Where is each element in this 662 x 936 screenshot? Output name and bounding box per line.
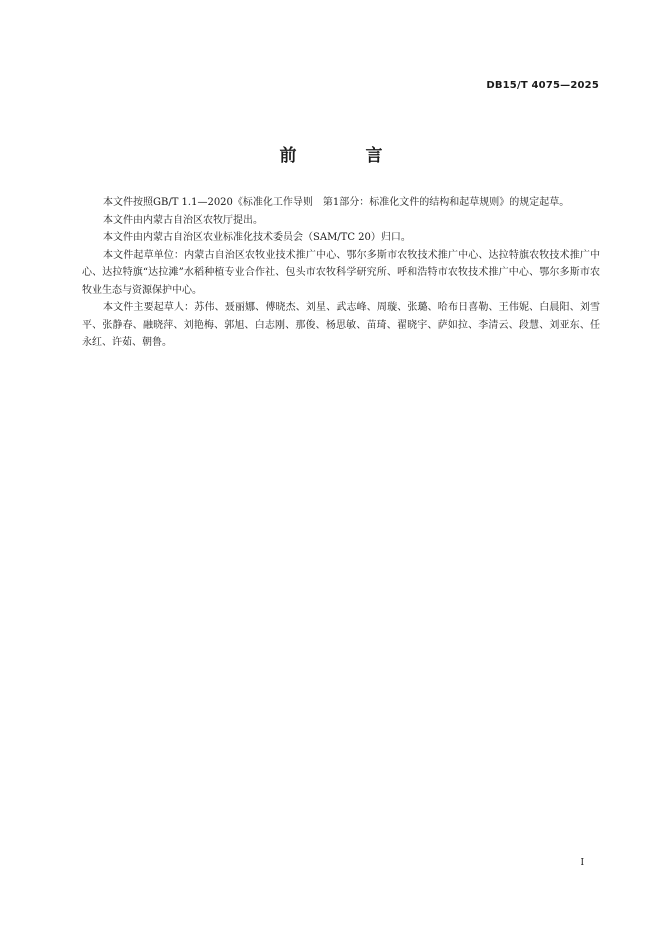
paragraph-drafting-rules: 本文件按照GB/T 1.1—2020《标准化工作导则 第1部分：标准化文件的结构和起草规则》的规定起草。 xyxy=(103,197,570,208)
page-number: I xyxy=(580,858,584,868)
foreword-body xyxy=(82,194,600,352)
paragraph-drafting-units: 本文件起草单位：内蒙古自治区农牧业技术推广中心、鄂尔多斯市农牧技术推广中心、达拉特旗农牧技术推广中心、达拉特旗“达拉滩”水稻种植专业合作社、包头市农牧科学研究所、呼和浩特市农牧技术推广中心、鄂尔多斯市农牧业生态与资源保护中心。 xyxy=(82,249,600,296)
section-title: 前 言 xyxy=(279,146,409,166)
document-code: DB15/T 4075—2025 xyxy=(486,80,599,91)
paragraph-proposer: 本文件由内蒙古自治区农牧厅提出。 xyxy=(103,214,263,226)
paragraph-committee: 本文件由内蒙古自治区农业标准化技术委员会（SAM/TC 20）归口。 xyxy=(103,232,411,243)
paragraph-drafters: 本文件主要起草人：苏伟、聂丽娜、傅晓杰、刘星、武志峰、周璇、张璐、哈布日喜勒、王伟妮、白晨阳、刘雪平、张静春、融晓萍、刘艳梅、郭旭、白志刚、那俊、杨思敏、苗琦、翟晓宇、萨如拉、李清云、段慧、刘亚东、任永红、许茹、朝鲁。 xyxy=(82,302,600,348)
